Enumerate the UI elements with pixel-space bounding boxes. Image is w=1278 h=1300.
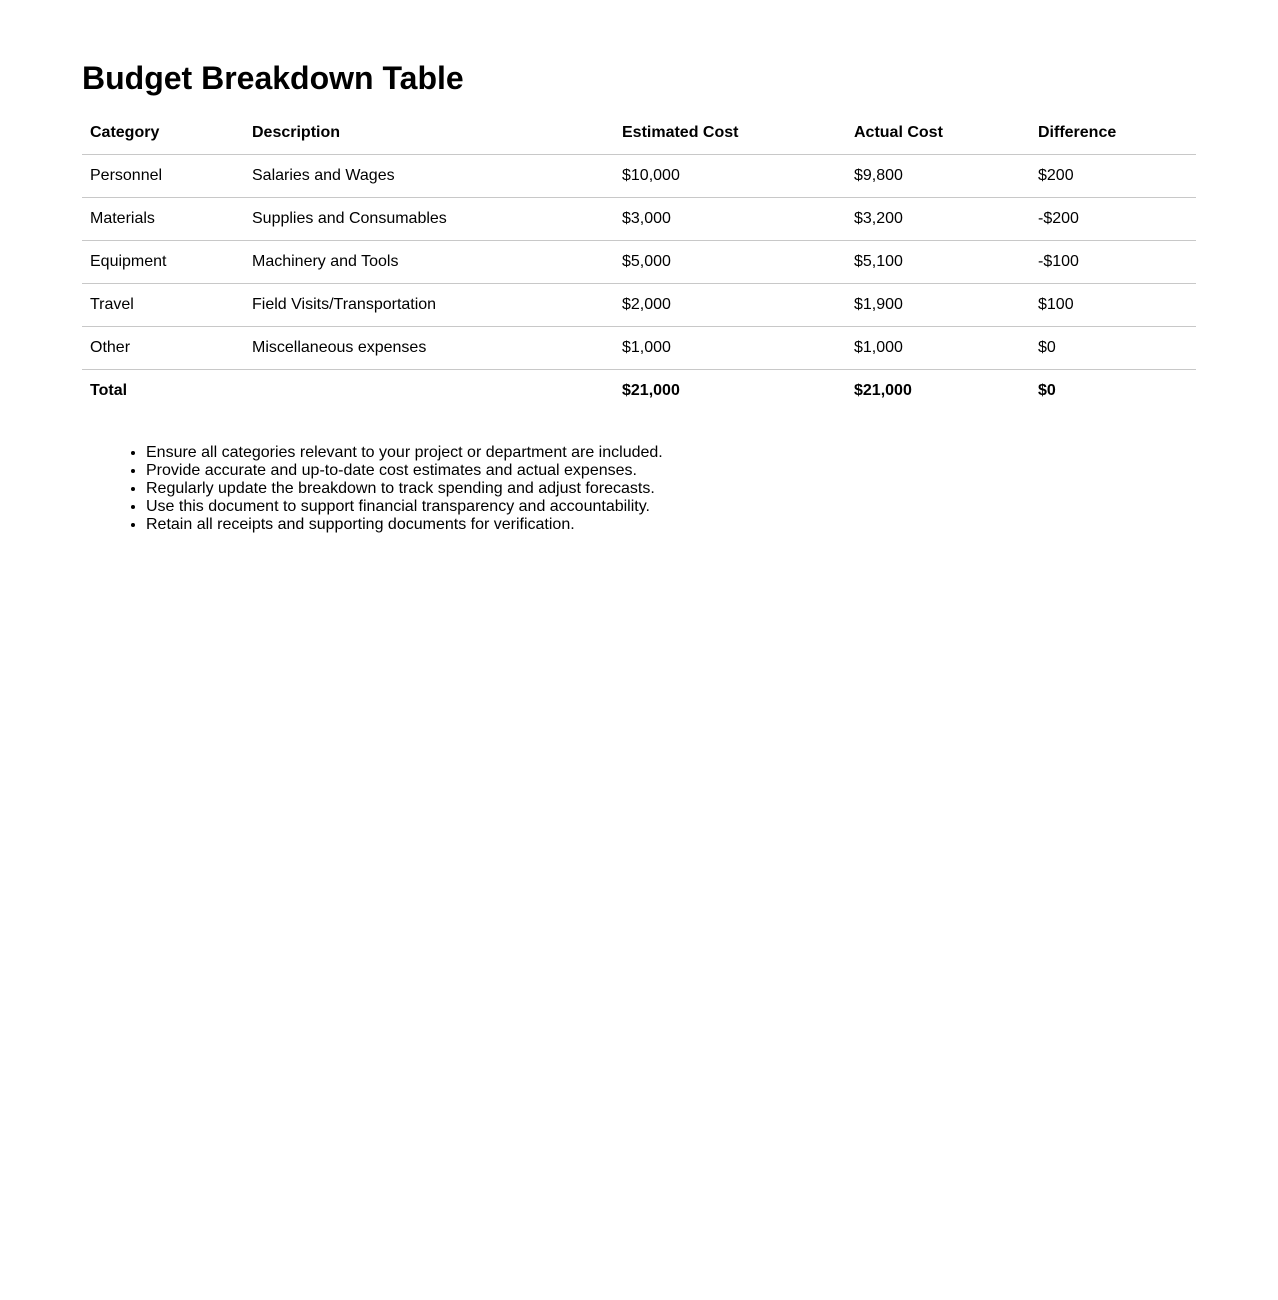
cell-difference: $200 [1030,155,1196,198]
total-description [244,370,614,413]
cell-actual-cost: $3,200 [846,198,1030,241]
page-title: Budget Breakdown Table [82,60,464,96]
header-actual-cost: Actual Cost [846,112,1030,155]
list-item: • Use this document to support financial transparency and accountability. [146,498,663,516]
header-estimated-cost: Estimated Cost [614,112,846,155]
cell-difference: -$100 [1030,241,1196,284]
cell-difference: $0 [1030,327,1196,370]
table-total-row [82,370,1196,413]
table-row [82,327,1196,370]
list-item: • Ensure all categories relevant to your project or department are included. [146,444,663,462]
cell-category: Travel [82,284,244,327]
table-row [82,241,1196,284]
cell-estimated-cost: $1,000 [614,327,846,370]
list-item: • Regularly update the breakdown to track spending and adjust forecasts. [146,480,663,498]
cell-category: Equipment [82,241,244,284]
cell-description: Miscellaneous expenses [244,327,614,370]
total-difference: $0 [1038,382,1056,399]
cell-estimated-cost: $5,000 [614,241,846,284]
list-item: • Provide accurate and up-to-date cost estimates and actual expenses. [146,462,663,480]
total-estimated-cost: $21,000 [622,382,680,399]
total-label: Total [90,382,128,399]
cell-difference: $100 [1030,284,1196,327]
budget-table [82,112,1196,412]
cell-actual-cost: $1,000 [846,327,1030,370]
cell-description: Machinery and Tools [244,241,614,284]
header-difference: Difference [1030,112,1196,155]
table-row [82,155,1196,198]
cell-estimated-cost: $2,000 [614,284,846,327]
cell-estimated-cost: $3,000 [614,198,846,241]
cell-category: Personnel [82,155,244,198]
header-category: Category [82,112,244,155]
cell-category: Materials [82,198,244,241]
cell-actual-cost: $5,100 [846,241,1030,284]
table-row [82,198,1196,241]
cell-description: Supplies and Consumables [244,198,614,241]
table-row [82,284,1196,327]
cell-description: Salaries and Wages [244,155,614,198]
total-actual-cost: $21,000 [854,382,912,399]
table-header-row [82,112,1196,155]
cell-actual-cost: $1,900 [846,284,1030,327]
cell-actual-cost: $9,800 [846,155,1030,198]
cell-estimated-cost: $10,000 [614,155,846,198]
cell-category: Other [82,327,244,370]
header-description: Description [244,112,614,155]
cell-description: Field Visits/Transportation [244,284,614,327]
list-item: • Retain all receipts and supporting documents for verification. [146,516,663,534]
cell-difference: -$200 [1030,198,1196,241]
notes-list [106,444,663,534]
